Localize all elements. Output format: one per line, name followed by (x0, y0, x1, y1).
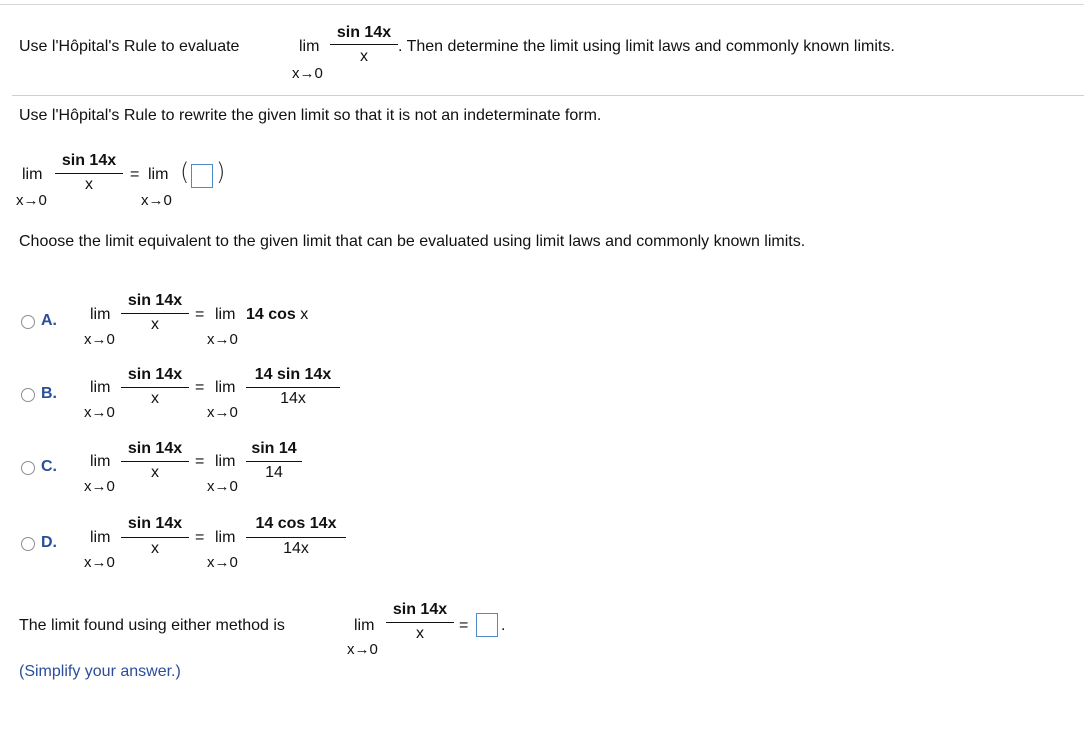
part1-equals: = (130, 166, 140, 183)
option-d-rhs-subscript: x→0 (207, 554, 238, 571)
part3-fraction-bar (386, 622, 454, 623)
option-a-numerator: sin 14x (127, 292, 183, 309)
option-b-subscript: x→0 (84, 404, 115, 421)
question-suffix: . Then determine the limit using limit laws and commonly known limits. (398, 38, 895, 55)
option-c-numerator: sin 14x (127, 440, 183, 457)
part1-numerator: sin 14x (61, 152, 117, 169)
option-d-rhs-fraction-bar (246, 537, 346, 538)
part3-period: . (501, 617, 506, 634)
option-b-lim: lim (90, 379, 111, 396)
part3-lim: lim (354, 617, 375, 634)
question-numerator: sin 14x (336, 24, 392, 41)
option-d-radio[interactable] (21, 537, 35, 551)
option-c-equals: = (195, 453, 205, 470)
section-divider (12, 95, 1084, 96)
option-a-equals: = (195, 306, 205, 323)
option-b-letter[interactable]: B. (41, 385, 57, 402)
top-border (0, 4, 1084, 5)
option-d-letter[interactable]: D. (41, 534, 57, 551)
option-a-rhs-coef: 14 cos (246, 306, 296, 323)
option-d-fraction-bar (121, 537, 189, 538)
option-d-denominator: x (151, 540, 159, 557)
question-denominator: x (360, 48, 368, 65)
option-b-rhs-fraction-bar (246, 387, 340, 388)
option-b-radio[interactable] (21, 388, 35, 402)
option-d-lim: lim (90, 529, 111, 546)
option-c-radio[interactable] (21, 461, 35, 475)
question-fraction-bar (330, 44, 398, 45)
part1-fraction-bar (55, 173, 123, 174)
option-d-numerator: sin 14x (127, 515, 183, 532)
part3-numerator: sin 14x (392, 601, 448, 618)
option-c-subscript: x→0 (84, 478, 115, 495)
part1-open-paren: ( (180, 158, 190, 186)
part1-instruction: Use l'Hôpital's Rule to rewrite the given limit so that it is not an indeterminate form. (19, 107, 602, 124)
option-d-subscript: x→0 (84, 554, 115, 571)
option-b-rhs-numerator: 14 sin 14x (254, 366, 332, 383)
option-b-rhs-lim: lim (215, 379, 236, 396)
option-c-rhs-denominator: 14 (265, 464, 283, 481)
option-c-rhs-subscript: x→0 (207, 478, 238, 495)
option-b-fraction-bar (121, 387, 189, 388)
option-a-lim: lim (90, 306, 111, 323)
option-d-rhs-denominator: 14x (283, 540, 309, 557)
question-lim: lim (299, 38, 320, 55)
option-a-rhs-expr (246, 306, 308, 324)
option-a-rhs-subscript: x→0 (207, 331, 238, 348)
option-a-rhs-var: x (295, 306, 309, 323)
option-d-rhs-lim: lim (215, 529, 236, 546)
option-b-rhs-subscript: x→0 (207, 404, 238, 421)
option-c-rhs-lim: lim (215, 453, 236, 470)
option-d-rhs-numerator: 14 cos 14x (255, 515, 337, 532)
part1-rhs-lim: lim (148, 166, 169, 183)
option-b-denominator: x (151, 390, 159, 407)
part2-instruction: Choose the limit equivalent to the given limit that can be evaluated using limit laws and commonly known limits. (19, 233, 806, 250)
option-b-equals: = (195, 379, 205, 396)
option-c-letter[interactable]: C. (41, 458, 57, 475)
part1-subscript: x→0 (16, 192, 47, 209)
option-a-subscript: x→0 (84, 331, 115, 348)
option-d-equals: = (195, 529, 205, 546)
part1-denominator: x (85, 176, 93, 193)
simplify-hint: (Simplify your answer.) (19, 663, 181, 680)
part1-close-paren: ) (216, 158, 226, 186)
part3-subscript: x→0 (347, 641, 378, 658)
option-a-fraction-bar (121, 313, 189, 314)
part3-denominator: x (416, 625, 424, 642)
option-a-rhs-lim: lim (215, 306, 236, 323)
part3-answer-box[interactable] (476, 613, 498, 637)
part3-equals: = (459, 617, 469, 634)
option-c-lim: lim (90, 453, 111, 470)
part1-lim: lim (22, 166, 43, 183)
question-subscript: x→0 (292, 65, 323, 82)
option-c-rhs-fraction-bar (246, 461, 302, 462)
option-c-rhs-numerator: sin 14 (251, 440, 297, 457)
part1-answer-box[interactable] (191, 164, 213, 188)
option-b-numerator: sin 14x (127, 366, 183, 383)
part3-prefix: The limit found using either method is (19, 617, 285, 634)
question-prefix: Use l'Hôpital's Rule to evaluate (19, 38, 240, 55)
option-a-letter[interactable]: A. (41, 312, 57, 329)
option-c-denominator: x (151, 464, 159, 481)
part1-rhs-subscript: x→0 (141, 192, 172, 209)
option-a-radio[interactable] (21, 315, 35, 329)
option-b-rhs-denominator: 14x (280, 390, 306, 407)
option-a-denominator: x (151, 316, 159, 333)
option-c-fraction-bar (121, 461, 189, 462)
